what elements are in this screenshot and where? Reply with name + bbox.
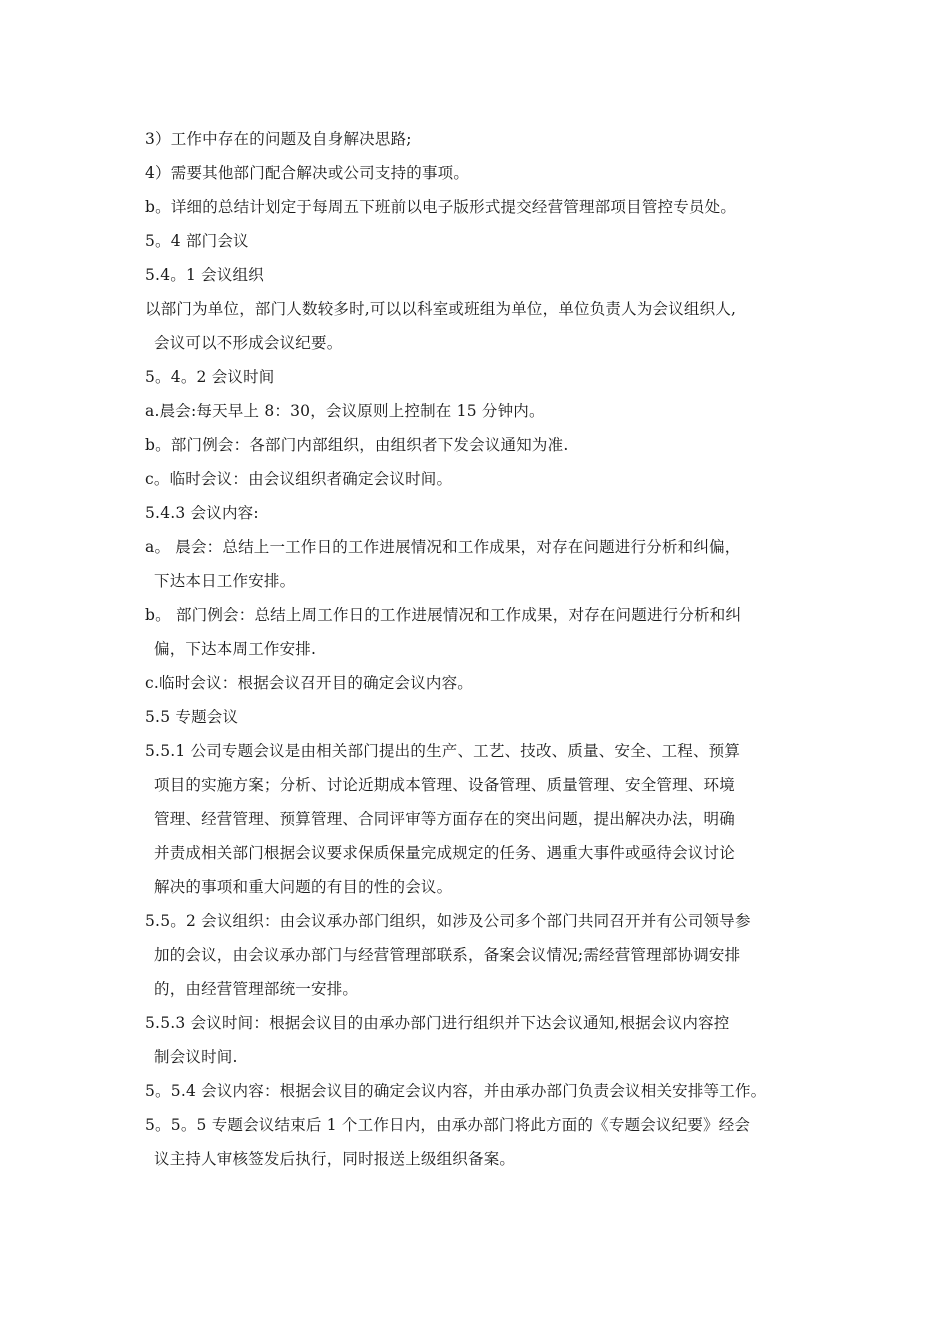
text-line: 5。5。5 专题会议结束后 1 个工作日内，由承办部门将此方面的《专题会议纪要》经会 xyxy=(145,1116,751,1134)
text-line: 下达本日工作安排。 xyxy=(154,572,296,590)
text-line: 以部门为单位，部门人数较多时,可以以科室或班组为单位，单位负责人为会议组织人, xyxy=(145,300,737,318)
text-line: a。 晨会：总结上一工作日的工作进展情况和工作成果，对存在问题进行分析和纠偏， xyxy=(145,538,741,556)
text-line: b。详细的总结计划定于每周五下班前以电子版形式提交经营管理部项目管控专员处。 xyxy=(145,198,737,216)
subsection-heading: 5。4。2 会议时间 xyxy=(145,368,275,386)
text-line: 项目的实施方案；分析、讨论近期成本管理、设备管理、质量管理、安全管理、环境 xyxy=(154,776,735,794)
subsection-heading: 5.4。1 会议组织 xyxy=(145,266,264,284)
text-line: a.晨会:每天早上 8：30，会议原则上控制在 15 分钟内。 xyxy=(145,402,545,420)
text-line: 管理、经营管理、预算管理、合同评审等方面存在的突出问题，提出解决办法，明确 xyxy=(154,810,735,828)
section-heading: 5。4 部门会议 xyxy=(145,232,249,250)
text-line: c.临时会议：根据会议召开目的确定会议内容。 xyxy=(145,674,474,692)
text-line: 的，由经营管理部统一安排。 xyxy=(154,980,359,998)
text-line: 议主持人审核签发后执行，同时报送上级组织备案。 xyxy=(154,1150,516,1168)
text-line: 3）工作中存在的问题及自身解决思路; xyxy=(145,130,412,148)
text-line: 偏，下达本周工作安排. xyxy=(154,640,317,658)
text-line: 会议可以不形成会议纪要。 xyxy=(154,334,343,352)
text-line: 5.5.1 公司专题会议是由相关部门提出的生产、工艺、技改、质量、安全、工程、预算 xyxy=(145,742,741,760)
text-line: 5。5.4 会议内容：根据会议目的确定会议内容，并由承办部门负责会议相关安排等工作。 xyxy=(145,1082,767,1100)
text-line: 加的会议，由会议承办部门与经营管理部联系，备案会议情况;需经营管理部协调安排 xyxy=(154,946,741,964)
text-line: c。临时会议：由会议组织者确定会议时间。 xyxy=(145,470,453,488)
text-line: 制会议时间. xyxy=(154,1048,238,1066)
text-line: 5.5.3 会议时间：根据会议目的由承办部门进行组织并下达会议通知,根据会议内容控 xyxy=(145,1014,730,1032)
section-heading: 5.5 专题会议 xyxy=(145,708,239,726)
text-line: 解决的事项和重大问题的有目的性的会议。 xyxy=(154,878,453,896)
text-line: b。 部门例会：总结上周工作日的工作进展情况和工作成果，对存在问题进行分析和纠 xyxy=(145,606,742,624)
text-line: b。部门例会：各部门内部组织，由组织者下发会议通知为准. xyxy=(145,436,569,454)
text-line: 5.5。2 会议组织：由会议承办部门组织，如涉及公司多个部门共同召开并有公司领导参 xyxy=(145,912,751,930)
text-line: 4）需要其他部门配合解决或公司支持的事项。 xyxy=(145,164,470,182)
document-body xyxy=(145,122,825,1176)
text-line: 并责成相关部门根据会议要求保质保量完成规定的任务、遇重大事件或亟待会议讨论 xyxy=(154,844,735,862)
subsection-heading: 5.4.3 会议内容: xyxy=(145,504,259,522)
